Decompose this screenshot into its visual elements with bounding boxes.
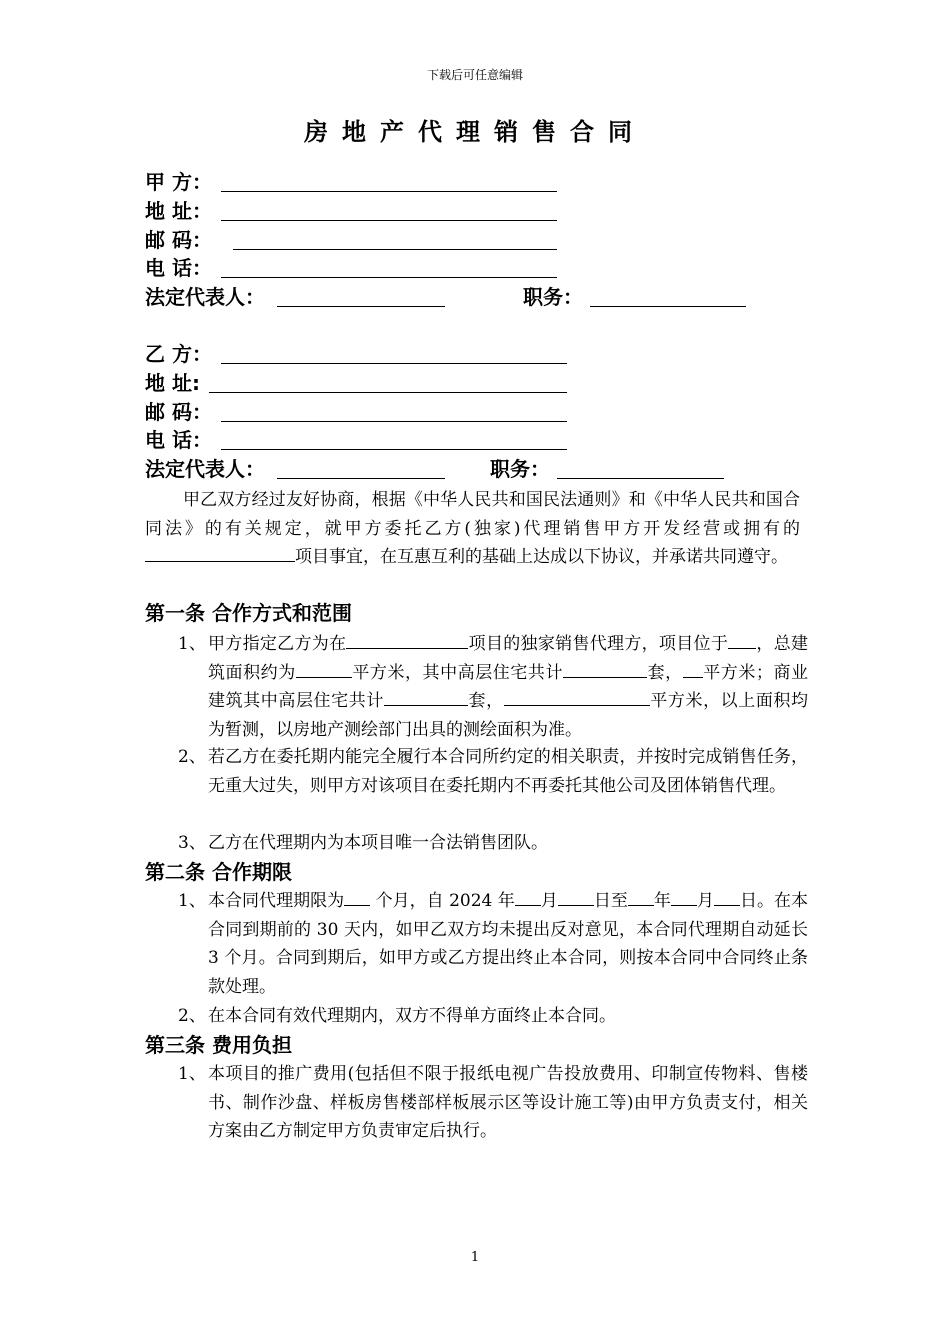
article-1-title: 第一条 合作方式和范围 [145, 601, 352, 625]
party-a-rep-blank [277, 306, 445, 307]
article-1-item-1 [178, 630, 808, 744]
article-3-item-1 [178, 1060, 808, 1146]
party-b-address-label: 地 址: [145, 371, 200, 395]
party-a-phone-field [145, 254, 212, 282]
commercial-area-blank [504, 687, 650, 706]
article-1-item-3 [178, 829, 808, 858]
party-a-position-label: 职务： [523, 285, 583, 309]
end-day-blank [714, 887, 740, 906]
party-a-rep-label: 法定代表人： [145, 285, 265, 309]
item-text: 在本合同有效代理期内，双方不得单方面终止本合同。 [208, 1006, 616, 1026]
article-2-item-2 [178, 1002, 808, 1031]
item-number: 2、 [178, 1006, 206, 1026]
party-a-rep-field [145, 283, 265, 311]
party-a-name-field [145, 168, 212, 196]
party-b-rep-field [145, 455, 265, 483]
party-b-postcode-label: 邮 码： [145, 400, 212, 424]
watermark-text: 下载后可任意编辑 [426, 68, 523, 82]
article-1-item-2 [178, 743, 808, 800]
item-text: 甲方指定乙方为在 项目的独家销售代理方，项目位于 ，总建筑面积约为 平方米，其中高层住宅共计 套， 平方米；商业建筑其中高层住宅共计 套， 平方米，以上面积均为暂测，以房地产测绘部门出具的测绘面积为准。 [208, 630, 808, 744]
intro-text-1: 甲乙双方经过友好协商，根据《中华人民共和国民法通则》和《中华人民共和国合同法》的有关规定，就甲方委托乙方(独家)代理销售甲方开发经营或拥有的 [145, 490, 800, 539]
item-number: 1、 [178, 1064, 206, 1084]
page-number: 1 [470, 1250, 480, 1265]
party-a-phone-blank [221, 277, 557, 278]
party-b-phone-label: 电 话： [145, 428, 212, 452]
item-text: 本项目的推广费用(包括但不限于报纸电视广告投放费用、印制宣传物料、售楼书、制作沙盘、样板房售楼部样板展示区等设计施工等)由甲方负责支付，相关方案由乙方制定甲方负责审定后执行。 [208, 1064, 808, 1141]
item-number: 1、 [178, 634, 206, 654]
item-number: 1、 [178, 891, 206, 911]
party-a-position-blank [590, 306, 746, 307]
party-b-address-blank [209, 392, 567, 393]
party-a-address-label: 地 址： [145, 199, 212, 223]
residential-units-blank [563, 659, 647, 678]
party-b-postcode-field [145, 398, 212, 426]
article-2-title: 第二条 合作期限 [145, 860, 292, 884]
location-blank [728, 630, 756, 649]
contract-title: 房地产代理销售合同 [304, 118, 646, 146]
party-a-postcode-field [145, 226, 212, 254]
party-b-address-field [145, 369, 200, 397]
party-b-phone-blank [221, 449, 567, 450]
end-year-blank [628, 887, 654, 906]
start-month-blank [515, 887, 541, 906]
party-a-name-label: 甲 方： [145, 170, 212, 194]
article-3-title: 第三条 费用负担 [145, 1033, 292, 1057]
item-number: 2、 [178, 747, 206, 767]
party-a-name-blank [221, 191, 557, 192]
item-text: 乙方在代理期内为本项目唯一合法销售团队。 [208, 833, 548, 853]
party-b-rep-label: 法定代表人： [145, 457, 265, 481]
party-a-postcode-label: 邮 码： [145, 228, 212, 252]
commercial-units-blank [384, 687, 468, 706]
end-month-blank [671, 887, 697, 906]
party-b-name-field [145, 340, 212, 368]
party-b-phone-field [145, 426, 212, 454]
party-a-address-field [145, 197, 212, 225]
residential-area-blank [683, 659, 703, 678]
item-text: 本合同代理期限为 个月，自 2024 年 月 日至 年 月 日。在本合同到期前的 30 天内，如甲乙双方均未提出反对意见，本合同代理期自动延长 3 个月。合同到期后，如甲方或乙方提出终止本合同，则按本合同中合同终止条款处理。 [208, 887, 808, 1001]
start-day-blank [558, 887, 594, 906]
project-blank [346, 630, 468, 649]
months-blank [344, 887, 370, 906]
party-a-position-field [523, 283, 583, 311]
item-text: 若乙方在委托期内能完全履行本合同所约定的相关职责，并按时完成销售任务，无重大过失，则甲方对该项目在委托期内不再委托其他公司及团体销售代理。 [208, 747, 808, 796]
party-b-position-field [490, 455, 550, 483]
party-a-postcode-blank [233, 249, 557, 250]
party-a-address-blank [221, 220, 557, 221]
intro-paragraph [145, 486, 800, 572]
intro-text-2: 项目事宜，在互惠互利的基础上达成以下协议，并承诺共同遵守。 [295, 547, 788, 567]
project-name-blank [145, 543, 295, 562]
party-b-postcode-blank [221, 421, 567, 422]
party-b-position-blank [557, 478, 724, 479]
party-b-name-label: 乙 方： [145, 342, 212, 366]
party-a-phone-label: 电 话： [145, 256, 212, 280]
article-2-item-1 [178, 887, 808, 1001]
party-b-name-blank [221, 363, 567, 364]
party-b-rep-blank [277, 478, 445, 479]
party-b-position-label: 职务： [490, 457, 550, 481]
item-number: 3、 [178, 833, 206, 853]
total-area-blank [296, 659, 352, 678]
